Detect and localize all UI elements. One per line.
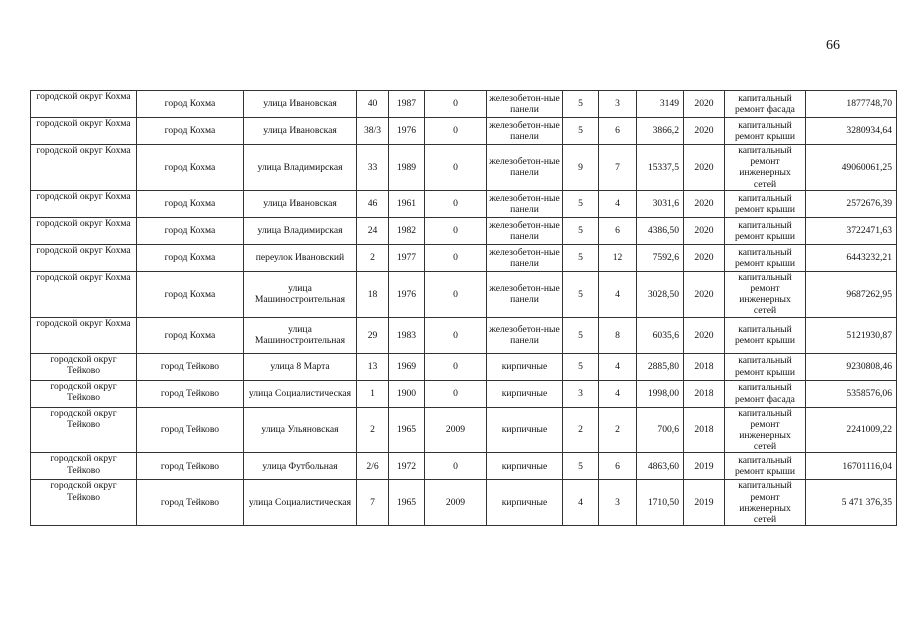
wall-material-cell: железобетон-ные панели <box>487 317 563 353</box>
entrances-cell: 8 <box>599 317 637 353</box>
floors-cell: 5 <box>563 244 599 271</box>
entrances-cell: 12 <box>599 244 637 271</box>
house-number-cell: 46 <box>357 190 389 217</box>
table-row <box>31 244 897 271</box>
work-type-cell: капитальный ремонт инженерных сетей <box>725 271 806 317</box>
city-cell: город Тейково <box>137 353 244 380</box>
entrances-cell: 3 <box>599 91 637 118</box>
area-cell: 1710,50 <box>637 480 684 526</box>
city-cell: город Кохма <box>137 217 244 244</box>
table-row <box>31 217 897 244</box>
street-cell: улица Машиностроительная <box>244 271 357 317</box>
district-cell: городской округ Кохма <box>31 145 137 191</box>
year-built-cell: 1976 <box>389 118 425 145</box>
table-row <box>31 407 897 453</box>
house-number-cell: 29 <box>357 317 389 353</box>
entrances-cell: 3 <box>599 480 637 526</box>
district-cell: городской округ Кохма <box>31 190 137 217</box>
wall-material-cell: железобетон-ные панели <box>487 145 563 191</box>
year-built-cell: 1989 <box>389 145 425 191</box>
plan-year-cell: 2020 <box>684 91 725 118</box>
city-cell: город Кохма <box>137 91 244 118</box>
city-cell: город Тейково <box>137 453 244 480</box>
entrances-cell: 7 <box>599 145 637 191</box>
work-type-cell: капитальный ремонт фасада <box>725 380 806 407</box>
district-cell: городской округ Тейково <box>31 353 137 380</box>
year-built-cell: 1969 <box>389 353 425 380</box>
street-cell: улица Владимирская <box>244 145 357 191</box>
cost-cell: 16701116,04 <box>806 453 897 480</box>
entrances-cell: 4 <box>599 271 637 317</box>
wall-material-cell: кирпичные <box>487 380 563 407</box>
house-number-cell: 1 <box>357 380 389 407</box>
area-cell: 4386,50 <box>637 217 684 244</box>
year-repair-cell: 0 <box>425 453 487 480</box>
year-repair-cell: 0 <box>425 244 487 271</box>
year-repair-cell: 2009 <box>425 480 487 526</box>
plan-year-cell: 2019 <box>684 453 725 480</box>
house-number-cell: 7 <box>357 480 389 526</box>
floors-cell: 5 <box>563 118 599 145</box>
table-row <box>31 380 897 407</box>
area-cell: 3866,2 <box>637 118 684 145</box>
housing-repair-table <box>30 90 897 526</box>
year-built-cell: 1900 <box>389 380 425 407</box>
area-cell: 7592,6 <box>637 244 684 271</box>
plan-year-cell: 2020 <box>684 271 725 317</box>
wall-material-cell: железобетон-ные панели <box>487 91 563 118</box>
work-type-cell: капитальный ремонт инженерных сетей <box>725 480 806 526</box>
year-built-cell: 1965 <box>389 480 425 526</box>
area-cell: 2885,80 <box>637 353 684 380</box>
area-cell: 3031,6 <box>637 190 684 217</box>
floors-cell: 4 <box>563 480 599 526</box>
wall-material-cell: железобетон-ные панели <box>487 271 563 317</box>
work-type-cell: капитальный ремонт инженерных сетей <box>725 145 806 191</box>
cost-cell: 49060061,25 <box>806 145 897 191</box>
year-repair-cell: 0 <box>425 353 487 380</box>
table-row <box>31 271 897 317</box>
table-row <box>31 190 897 217</box>
work-type-cell: капитальный ремонт фасада <box>725 91 806 118</box>
floors-cell: 2 <box>563 407 599 453</box>
wall-material-cell: кирпичные <box>487 480 563 526</box>
wall-material-cell: железобетон-ные панели <box>487 190 563 217</box>
cost-cell: 2241009,22 <box>806 407 897 453</box>
year-repair-cell: 0 <box>425 118 487 145</box>
work-type-cell: капитальный ремонт крыши <box>725 217 806 244</box>
cost-cell: 1877748,70 <box>806 91 897 118</box>
cost-cell: 3722471,63 <box>806 217 897 244</box>
area-cell: 6035,6 <box>637 317 684 353</box>
entrances-cell: 4 <box>599 353 637 380</box>
street-cell: улица Ивановская <box>244 190 357 217</box>
area-cell: 700,6 <box>637 407 684 453</box>
floors-cell: 5 <box>563 190 599 217</box>
page-number: 66 <box>826 38 840 53</box>
plan-year-cell: 2018 <box>684 407 725 453</box>
city-cell: город Тейково <box>137 380 244 407</box>
district-cell: городской округ Кохма <box>31 217 137 244</box>
year-built-cell: 1987 <box>389 91 425 118</box>
floors-cell: 9 <box>563 145 599 191</box>
table-row <box>31 317 897 353</box>
table-row <box>31 145 897 191</box>
floors-cell: 5 <box>563 91 599 118</box>
district-cell: городской округ Кохма <box>31 271 137 317</box>
district-cell: городской округ Кохма <box>31 118 137 145</box>
entrances-cell: 4 <box>599 190 637 217</box>
city-cell: город Тейково <box>137 407 244 453</box>
work-type-cell: капитальный ремонт крыши <box>725 317 806 353</box>
year-repair-cell: 0 <box>425 145 487 191</box>
floors-cell: 5 <box>563 353 599 380</box>
city-cell: город Кохма <box>137 145 244 191</box>
year-built-cell: 1965 <box>389 407 425 453</box>
street-cell: улица Машиностроительная <box>244 317 357 353</box>
city-cell: город Кохма <box>137 271 244 317</box>
floors-cell: 5 <box>563 317 599 353</box>
year-built-cell: 1982 <box>389 217 425 244</box>
plan-year-cell: 2019 <box>684 480 725 526</box>
street-cell: улица Социалистическая <box>244 480 357 526</box>
entrances-cell: 6 <box>599 217 637 244</box>
year-repair-cell: 2009 <box>425 407 487 453</box>
district-cell: городской округ Тейково <box>31 380 137 407</box>
house-number-cell: 2 <box>357 407 389 453</box>
work-type-cell: капитальный ремонт крыши <box>725 353 806 380</box>
table-row <box>31 480 897 526</box>
work-type-cell: капитальный ремонт инженерных сетей <box>725 407 806 453</box>
table-row <box>31 453 897 480</box>
city-cell: город Кохма <box>137 244 244 271</box>
wall-material-cell: железобетон-ные панели <box>487 244 563 271</box>
plan-year-cell: 2020 <box>684 118 725 145</box>
house-number-cell: 2 <box>357 244 389 271</box>
floors-cell: 5 <box>563 217 599 244</box>
area-cell: 3028,50 <box>637 271 684 317</box>
district-cell: городской округ Кохма <box>31 317 137 353</box>
city-cell: город Тейково <box>137 480 244 526</box>
cost-cell: 9230808,46 <box>806 353 897 380</box>
table-row <box>31 91 897 118</box>
table-row <box>31 118 897 145</box>
cost-cell: 3280934,64 <box>806 118 897 145</box>
house-number-cell: 18 <box>357 271 389 317</box>
entrances-cell: 4 <box>599 380 637 407</box>
area-cell: 15337,5 <box>637 145 684 191</box>
cost-cell: 9687262,95 <box>806 271 897 317</box>
year-built-cell: 1983 <box>389 317 425 353</box>
cost-cell: 5 471 376,35 <box>806 480 897 526</box>
year-repair-cell: 0 <box>425 271 487 317</box>
city-cell: город Кохма <box>137 317 244 353</box>
street-cell: переулок Ивановский <box>244 244 357 271</box>
street-cell: улица Футбольная <box>244 453 357 480</box>
street-cell: улица Ивановская <box>244 91 357 118</box>
wall-material-cell: кирпичные <box>487 453 563 480</box>
district-cell: городской округ Тейково <box>31 453 137 480</box>
house-number-cell: 38/3 <box>357 118 389 145</box>
city-cell: город Кохма <box>137 118 244 145</box>
table-row <box>31 353 897 380</box>
year-repair-cell: 0 <box>425 217 487 244</box>
plan-year-cell: 2020 <box>684 217 725 244</box>
year-built-cell: 1961 <box>389 190 425 217</box>
year-repair-cell: 0 <box>425 317 487 353</box>
street-cell: улица Ивановская <box>244 118 357 145</box>
year-built-cell: 1976 <box>389 271 425 317</box>
area-cell: 3149 <box>637 91 684 118</box>
plan-year-cell: 2020 <box>684 190 725 217</box>
house-number-cell: 24 <box>357 217 389 244</box>
plan-year-cell: 2020 <box>684 244 725 271</box>
house-number-cell: 2/6 <box>357 453 389 480</box>
work-type-cell: капитальный ремонт крыши <box>725 190 806 217</box>
district-cell: городской округ Тейково <box>31 407 137 453</box>
district-cell: городской округ Кохма <box>31 244 137 271</box>
work-type-cell: капитальный ремонт крыши <box>725 118 806 145</box>
cost-cell: 2572676,39 <box>806 190 897 217</box>
district-cell: городской округ Кохма <box>31 91 137 118</box>
house-number-cell: 40 <box>357 91 389 118</box>
year-built-cell: 1977 <box>389 244 425 271</box>
wall-material-cell: кирпичные <box>487 353 563 380</box>
wall-material-cell: кирпичные <box>487 407 563 453</box>
year-repair-cell: 0 <box>425 380 487 407</box>
plan-year-cell: 2018 <box>684 353 725 380</box>
entrances-cell: 6 <box>599 118 637 145</box>
plan-year-cell: 2020 <box>684 317 725 353</box>
street-cell: улица Социалистическая <box>244 380 357 407</box>
entrances-cell: 2 <box>599 407 637 453</box>
area-cell: 1998,00 <box>637 380 684 407</box>
cost-cell: 5121930,87 <box>806 317 897 353</box>
work-type-cell: капитальный ремонт крыши <box>725 244 806 271</box>
cost-cell: 5358576,06 <box>806 380 897 407</box>
street-cell: улица Ульяновская <box>244 407 357 453</box>
plan-year-cell: 2020 <box>684 145 725 191</box>
floors-cell: 3 <box>563 380 599 407</box>
table-body <box>31 91 897 526</box>
year-built-cell: 1972 <box>389 453 425 480</box>
cost-cell: 6443232,21 <box>806 244 897 271</box>
wall-material-cell: железобетон-ные панели <box>487 118 563 145</box>
floors-cell: 5 <box>563 271 599 317</box>
wall-material-cell: железобетон-ные панели <box>487 217 563 244</box>
year-repair-cell: 0 <box>425 190 487 217</box>
year-repair-cell: 0 <box>425 91 487 118</box>
city-cell: город Кохма <box>137 190 244 217</box>
street-cell: улица 8 Марта <box>244 353 357 380</box>
house-number-cell: 13 <box>357 353 389 380</box>
district-cell: городской округ Тейково <box>31 480 137 526</box>
house-number-cell: 33 <box>357 145 389 191</box>
floors-cell: 5 <box>563 453 599 480</box>
area-cell: 4863,60 <box>637 453 684 480</box>
work-type-cell: капитальный ремонт крыши <box>725 453 806 480</box>
street-cell: улица Владимирская <box>244 217 357 244</box>
entrances-cell: 6 <box>599 453 637 480</box>
plan-year-cell: 2018 <box>684 380 725 407</box>
